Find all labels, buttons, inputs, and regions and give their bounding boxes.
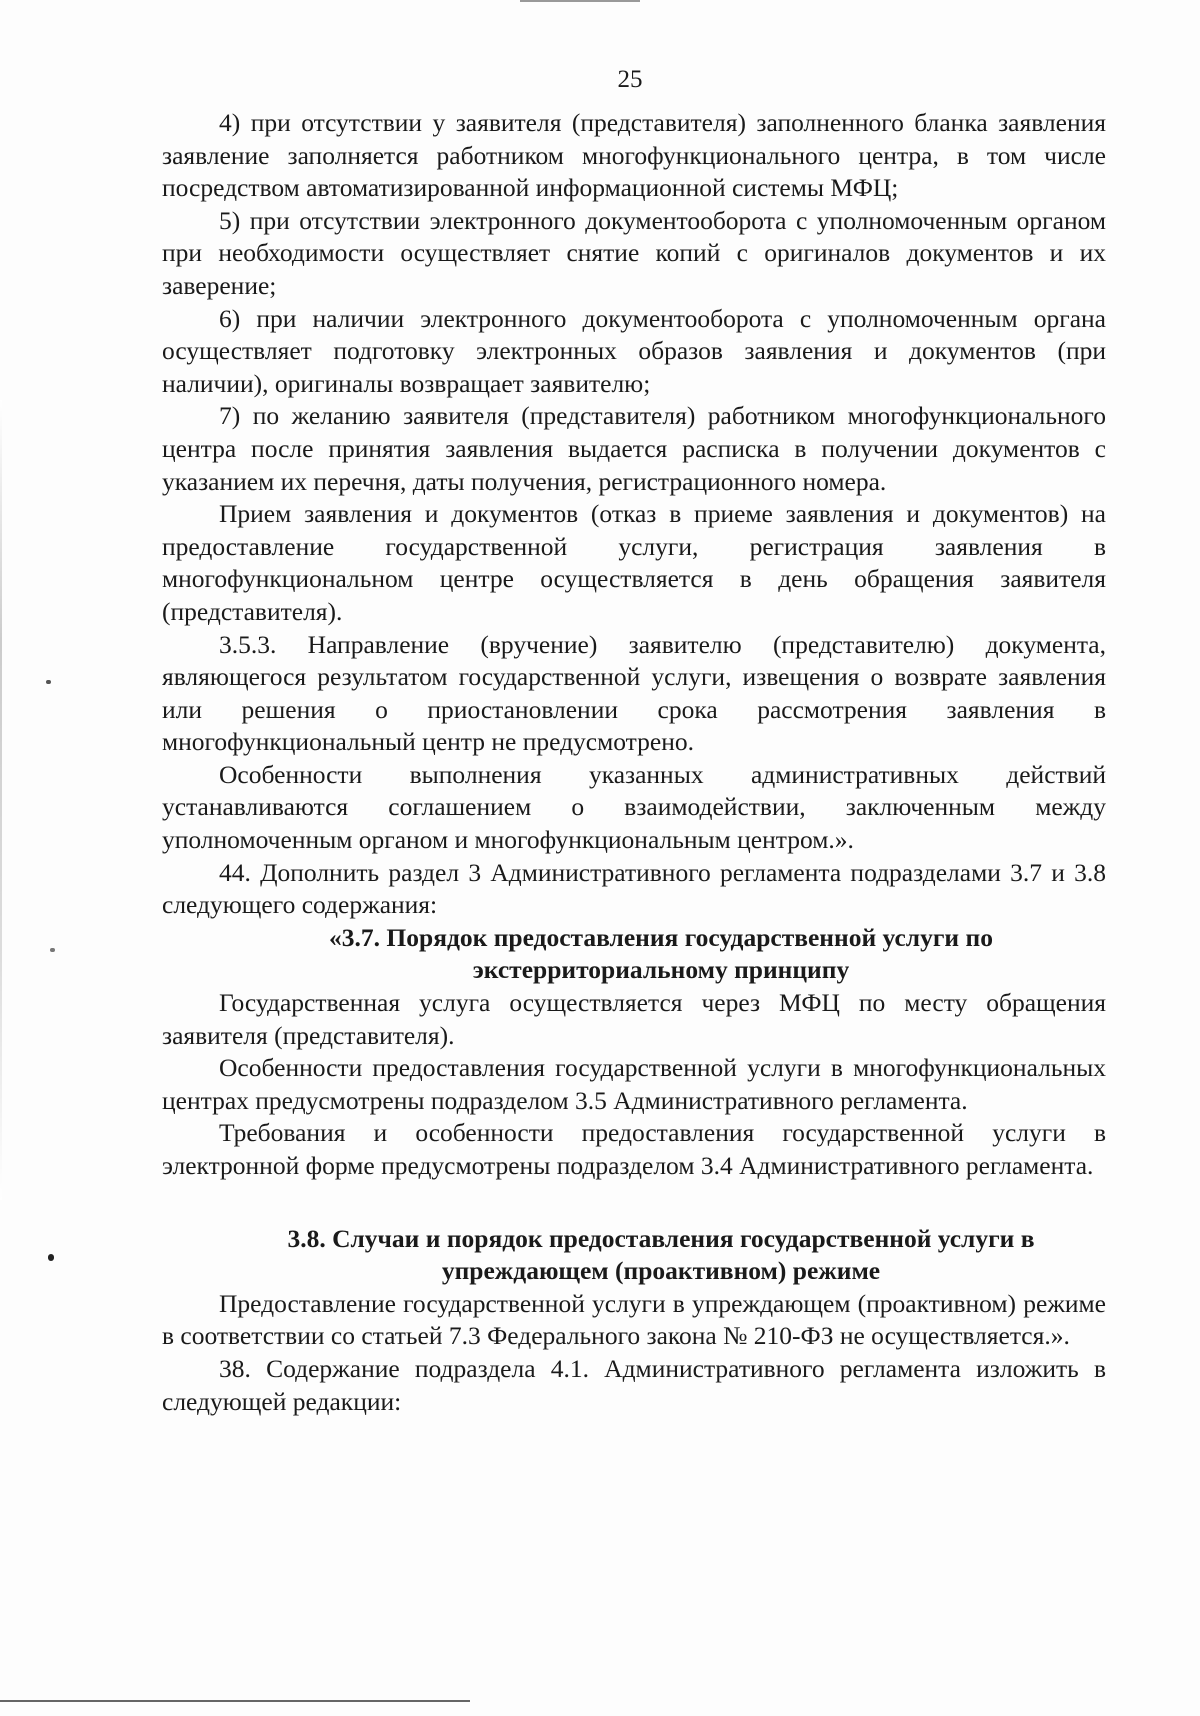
paragraph-38: 38. Содержание подраздела 4.1. Административного регламента изложить в следующей редакции: (162, 1353, 1106, 1416)
section-heading-3-8-line2: упреждающем (проактивном) режиме (441, 1256, 881, 1286)
scan-speck (50, 948, 55, 952)
paragraph-3-5-3: 3.5.3. Направление (вручение) заявителю (представителю) документа, являющегося результатом государственной услуги, извещения о возврате заявления или решения о приостановлении срока рассмотрения заявления в многофункциональный центр не предусмотрено. (162, 629, 1106, 757)
scan-left-edge (0, 400, 2, 1200)
paragraph-item-7: 7) по желанию заявителя (представителя) работником многофункционального центра после принятия заявления выдается расписка в получении документов с указанием их перечня, даты получения, регистрационного номера. (162, 401, 1106, 496)
section-heading-3-8 (162, 1223, 1106, 1288)
paragraph-44: 44. Дополнить раздел 3 Административного регламента подразделами 3.7 и 3.8 следующего содержания: (162, 857, 1106, 920)
paragraph-3-7-1: Государственная услуга осуществляется через МФЦ по месту обращения заявителя (представителя). (162, 988, 1106, 1050)
section-heading-3-7-line2: экстерриториальному принципу (472, 955, 850, 985)
paragraph-3-7-3: Требования и особенности предоставления государственной услуги в электронной форме предусмотрены подразделом 3.4 Административного регламента. (162, 1118, 1106, 1180)
paragraph-reception: Прием заявления и документов (отказ в приеме заявления и документов) на предоставление государственной услуги, регистрация заявления в многофункциональном центре осуществляется в день обращения заявителя (представителя). (162, 499, 1106, 626)
scan-speck (48, 1254, 54, 1261)
paragraph-3-7-2: Особенности предоставления государственной услуги в многофункциональных центрах предусмотрены подразделом 3.5 Административного регламента. (162, 1053, 1106, 1115)
paragraph-item-6: 6) при наличии электронного документооборота с уполномоченным органа осуществляет подготовку электронных образов заявления и документов (при наличии), оригиналы возвращает заявителю; (162, 303, 1106, 398)
paragraph-item-4: 4) при отсутствии у заявителя (представителя) заполненного бланка заявления заявление заполняется работником многофункционального центра, в том числе посредством автоматизированной информационной системы МФЦ; (162, 108, 1106, 203)
section-heading-3-7 (162, 922, 1106, 987)
page-number: 25 (617, 66, 643, 93)
section-heading-3-8-line1: 3.8. Случаи и порядок предоставления государственной услуги в (287, 1223, 1035, 1253)
paragraph-item-5: 5) при отсутствии электронного документооборота с уполномоченным органом при необходимости осуществляет снятие копий с оригиналов документов и их заверение; (162, 205, 1106, 300)
section-heading-3-7-line1: «3.7. Порядок предоставления государственной услуги по (329, 922, 993, 952)
paragraph-features: Особенности выполнения указанных административных действий устанавливаются соглашением о взаимодействии, заключенным между уполномоченным органом и многофункциональным центром.». (162, 759, 1106, 855)
document-body (162, 107, 1106, 1418)
scan-top-edge (520, 0, 640, 2)
scan-speck (46, 680, 51, 684)
paragraph-3-8-1: Предоставление государственной услуги в упреждающем (проактивном) режиме в соответствии со статьей 7.3 Федерального закона № 210-ФЗ не осуществляется.». (162, 1288, 1106, 1351)
scan-bottom-edge (0, 1700, 470, 1702)
